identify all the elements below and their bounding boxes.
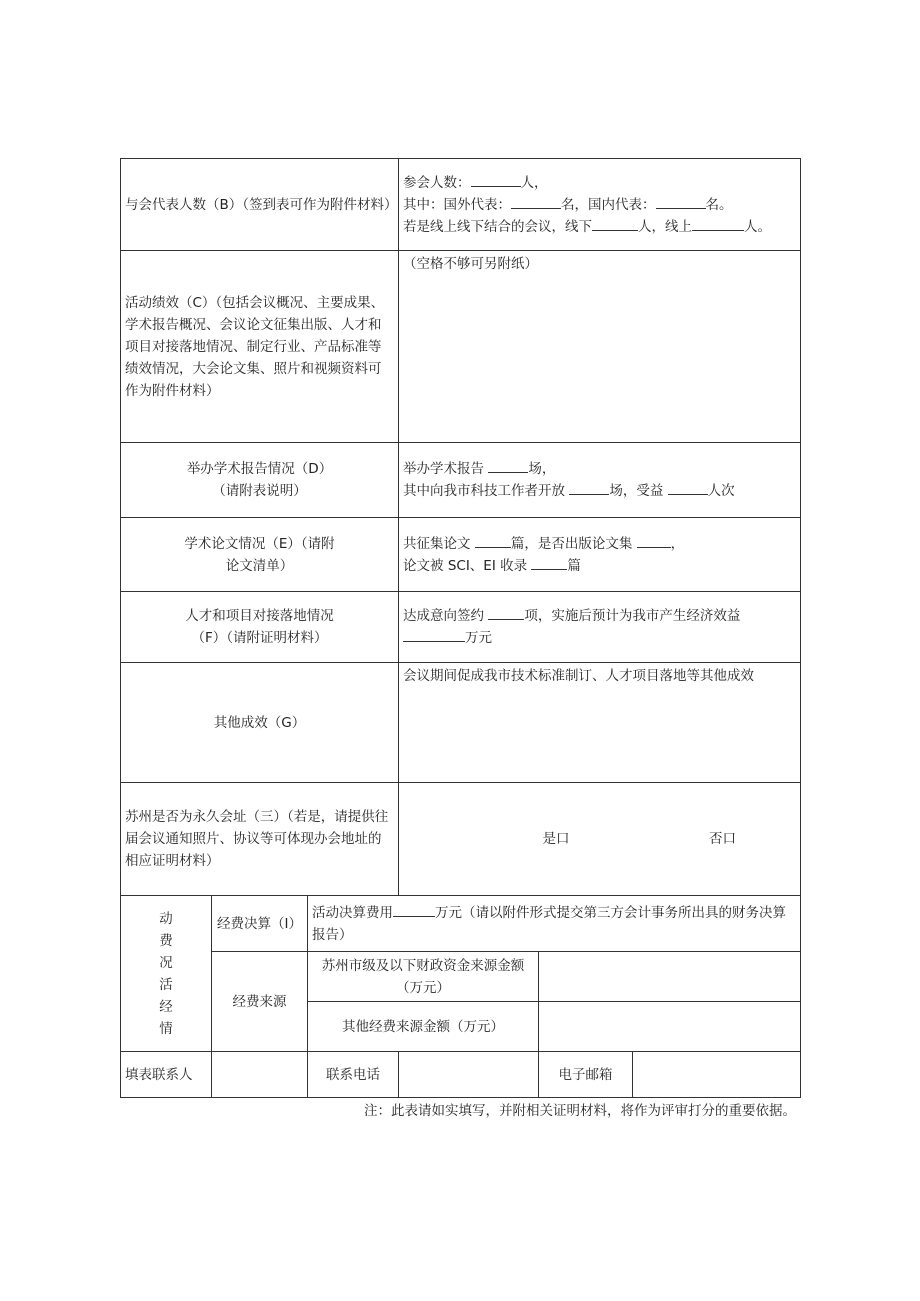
reports-row xyxy=(121,443,801,518)
attendees-domestic-prefix: 名，国内代表： xyxy=(561,196,656,213)
source-city-label: 苏州市级及以下财政资金来源金额（万元） xyxy=(308,952,539,1002)
talent-sign-prefix: 达成意向签约 xyxy=(403,608,485,624)
venue-label: 苏州是否为永久会址（三）（若是，请提供往届会议通知照片、协议等可体现办会地址的相应证明材料） xyxy=(121,783,399,896)
reports-open-field[interactable] xyxy=(569,480,609,495)
papers-publish-field[interactable] xyxy=(637,533,671,548)
papers-indexed-prefix: 论文被 SCI、EI 收录 xyxy=(403,557,528,574)
source-city-value[interactable] xyxy=(539,952,801,1002)
source-other-value[interactable] xyxy=(539,1002,801,1052)
contact-email-value[interactable] xyxy=(633,1052,801,1098)
attendees-online-suffix: 人。 xyxy=(744,218,772,235)
venue-yes-option[interactable]: 是口 xyxy=(542,831,570,847)
performance-hint: （空格不够可另附纸） xyxy=(403,256,539,272)
talent-benefit-field[interactable] xyxy=(403,627,465,642)
attendees-foreign-field[interactable] xyxy=(511,194,561,209)
contact-email-label: 电子邮箱 xyxy=(539,1052,633,1098)
reports-count-suffix: 场， xyxy=(528,461,556,477)
papers-label-line2: 论文清单） xyxy=(225,557,294,574)
attendees-online-field[interactable] xyxy=(692,216,744,231)
papers-content xyxy=(399,518,801,592)
funding-settlement-row xyxy=(121,896,801,952)
attendees-row xyxy=(121,159,801,251)
settlement-amount-field[interactable] xyxy=(393,902,435,917)
source-other-label: 其他经费来源金额（万元） xyxy=(308,1002,539,1052)
performance-label: 活动绩效（C）（包括会议概况、主要成果、学术报告概况、会议论文征集出版、人才和项目对接落地情况、制定行业、产品标准等绩效情况，大会论文集、照片和视频资料可作为附件材料） xyxy=(121,251,399,443)
contact-person-label: 填表联系人 xyxy=(121,1052,212,1098)
source-label: 经费来源 xyxy=(212,952,308,1052)
reports-open-prefix: 其中向我市科技工作者开放 xyxy=(403,483,566,499)
papers-publish-suffix: ， xyxy=(670,535,685,552)
other-row xyxy=(121,663,801,783)
other-label: 其他成效（G） xyxy=(121,663,399,783)
attendees-offline-prefix: 若是线上线下结合的会议，线下 xyxy=(403,218,593,235)
papers-indexed-suffix: 篇 xyxy=(567,557,581,574)
attendees-offline-field[interactable] xyxy=(592,216,638,231)
venue-row xyxy=(121,783,801,896)
reports-benefit-suffix: 人次 xyxy=(707,483,735,499)
venue-content xyxy=(399,783,801,896)
papers-count-field[interactable] xyxy=(475,533,511,548)
attendees-foreign-prefix: 其中：国外代表： xyxy=(403,196,512,213)
papers-publish-prefix: 篇，是否出版论文集 xyxy=(510,535,633,552)
funding-source-city-row xyxy=(121,952,801,1002)
funding-char-3: 况 xyxy=(159,954,173,971)
contact-phone-label: 联系电话 xyxy=(308,1052,399,1098)
talent-label xyxy=(121,592,399,663)
reports-count-field[interactable] xyxy=(488,458,528,473)
attendees-domestic-field[interactable] xyxy=(656,194,706,209)
venue-no-option[interactable]: 否口 xyxy=(709,831,737,847)
papers-label-line1: 学术论文情况（E）（请附 xyxy=(184,535,335,552)
footer-note: 注：此表请如实填写，并附相关证明材料，将作为评审打分的重要依据。 xyxy=(364,1103,796,1119)
papers-label xyxy=(121,518,399,592)
papers-row xyxy=(121,518,801,592)
funding-char-5: 经 xyxy=(159,998,173,1015)
reports-label-line1: 举办学术报告情况（D） xyxy=(186,461,333,477)
talent-sign-field[interactable] xyxy=(488,605,524,620)
funding-group-label xyxy=(121,896,212,1052)
performance-content[interactable] xyxy=(399,251,801,443)
attendees-total-prefix: 参会人数： xyxy=(403,174,471,191)
reports-label-line2: （请附表说明） xyxy=(212,483,307,499)
other-hint: 会议期间促成我市技术标准制订、人才项目落地等其他成效 xyxy=(403,668,755,684)
attendees-label: 与会代表人数（B）（签到表可作为附件材料） xyxy=(121,159,399,251)
papers-indexed-field[interactable] xyxy=(531,555,567,570)
attendees-online-prefix: 人，线上 xyxy=(638,218,693,235)
talent-benefit-prefix: 项，实施后预计为我市产生经济效益 xyxy=(524,608,741,624)
talent-content xyxy=(399,592,801,663)
funding-char-2: 费 xyxy=(159,932,173,949)
contact-row xyxy=(121,1052,801,1098)
reports-benefit-field[interactable] xyxy=(668,480,708,495)
attendees-total-field[interactable] xyxy=(471,172,521,187)
attendees-content xyxy=(399,159,801,251)
contact-person-value[interactable] xyxy=(212,1052,308,1098)
performance-row xyxy=(121,251,801,443)
contact-phone-value[interactable] xyxy=(399,1052,539,1098)
application-form-table xyxy=(120,158,801,1098)
talent-label-line2: （F）（请附证明材料） xyxy=(191,630,328,646)
reports-content xyxy=(399,443,801,518)
papers-count-prefix: 共征集论文 xyxy=(403,535,471,552)
talent-label-line1: 人才和项目对接落地情况 xyxy=(185,608,334,624)
reports-benefit-prefix: 场，受益 xyxy=(609,483,664,499)
attendees-domestic-suffix: 名。 xyxy=(705,196,733,213)
reports-count-prefix: 举办学术报告 xyxy=(403,461,485,477)
settlement-content xyxy=(308,896,801,952)
funding-char-4: 活 xyxy=(159,976,173,993)
funding-char-1: 动 xyxy=(159,910,173,927)
settlement-suffix: 万元（请以附件形式提交第三方会计事务所出具的财务决算报告） xyxy=(312,904,786,943)
talent-benefit-suffix: 万元 xyxy=(465,630,493,646)
reports-label xyxy=(121,443,399,518)
settlement-label: 经费决算（I） xyxy=(212,896,308,952)
funding-char-6: 情 xyxy=(159,1020,173,1037)
talent-row xyxy=(121,592,801,663)
attendees-total-suffix: 人， xyxy=(520,174,548,191)
settlement-prefix: 活动决算费用 xyxy=(312,904,393,921)
other-content[interactable] xyxy=(399,663,801,783)
